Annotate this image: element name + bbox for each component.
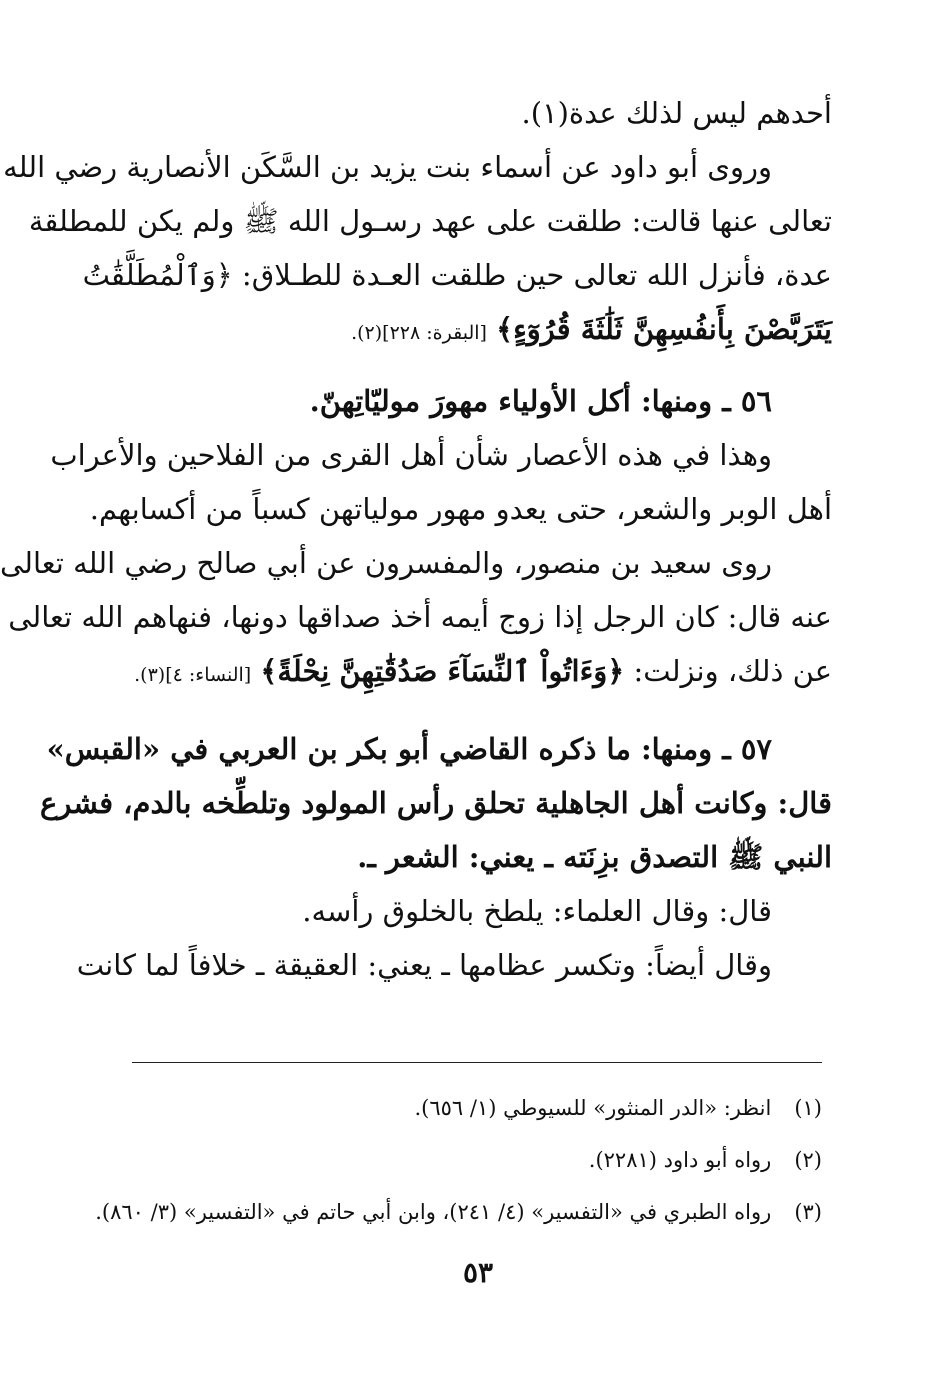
text-line: روى سعيد بن منصور، والمفسرون عن أبي صالح رضي الله تعالى: [0, 546, 772, 580]
text-line: أحدهم ليس لذلك عدة(١).: [521, 96, 832, 130]
footnote-number: (٢): [794, 1148, 822, 1172]
footnote-text: رواه أبو داود (٢٢٨١).: [588, 1148, 772, 1172]
text-line: أهل الوبر والشعر، حتى يعدو مهور مولياتهن كسباً من أكسابهم.: [89, 492, 832, 526]
text-line: وقال أيضاً: وتكسر عظامها ـ يعني: العقيقة ـ خلافاً لما كانت: [76, 948, 772, 982]
text-line: وروى أبو داود عن أسماء بنت يزيد بن السَّكَن الأنصارية رضي الله: [3, 150, 772, 184]
text-line: [124, 644, 832, 702]
footnote-2: [122, 1134, 822, 1186]
quran-verse: ﴿وَءَاتُواْ ٱلنِّسَآءَ صَدُقَٰتِهِنَّ نِحْلَةً﴾: [260, 654, 625, 688]
footnote-1: [122, 1082, 822, 1134]
footnote-text: انظر: «الدر المنثور» للسيوطي (١/ ٦٥٦).: [414, 1096, 772, 1120]
verse-reference: [البقرة: ٢٢٨](٢).: [351, 322, 487, 344]
text-line: تعالى عنها قالت: طلقت على عهد رسـول الله ﷺ ولم يكن للمطلقة: [28, 204, 832, 238]
footnote-divider: [132, 1062, 822, 1063]
main-text: [0, 86, 832, 992]
footnotes: [95, 1082, 822, 1238]
section-heading-57: [40, 722, 832, 884]
quran-verse: يَتَرَبَّصْنَ بِأَنفُسِهِنَّ ثَلَٰثَةَ قُرُوٓءٍ﴾: [496, 312, 832, 346]
text-line: عنه قال: كان الرجل إذا زوج أيمه أخذ صداقها دونها، فنهاهم الله تعالى: [8, 600, 832, 634]
page-number: ٥٣: [462, 1256, 494, 1289]
heading-line: قال: وكانت أهل الجاهلية تحلق رأس المولود وتلطِّخه بالدم، فشرع: [40, 786, 832, 820]
section-heading-56: ٥٦ ـ ومنها: أكل الأولياء مهورَ موليّاتِهنّ.: [309, 384, 772, 418]
text-line: وهذا في هذه الأعصار شأن أهل القرى من الفلاحين والأعراب: [50, 438, 772, 472]
footnote-number: (٣): [794, 1200, 822, 1224]
heading-line: النبي ﷺ التصدق بزِنَته ـ يعني: الشعر ـ.: [357, 840, 832, 874]
text-line: عدة، فأنزل الله تعالى حين طلقت العـدة للطـلاق: ﴿وَٱلْمُطَلَّقَٰتُ: [82, 258, 832, 292]
footnote-3: [95, 1186, 822, 1238]
footnote-number: (١): [794, 1096, 822, 1120]
footnote-text: رواه الطبري في «التفسير» (٤/ ٢٤١)، وابن أبي حاتم في «التفسير» (٣/ ٨٦٠).: [95, 1200, 772, 1224]
text-line: [124, 302, 832, 360]
heading-line: ٥٧ ـ ومنها: ما ذكره القاضي أبو بكر بن العربي في «القبس»: [46, 732, 772, 766]
text-fragment: عن ذلك، ونزلت:: [624, 654, 832, 688]
verse-reference: [النساء: ٤](٣).: [134, 664, 252, 686]
text-line: قال: وقال العلماء: يلطخ بالخلوق رأسه.: [302, 894, 772, 928]
